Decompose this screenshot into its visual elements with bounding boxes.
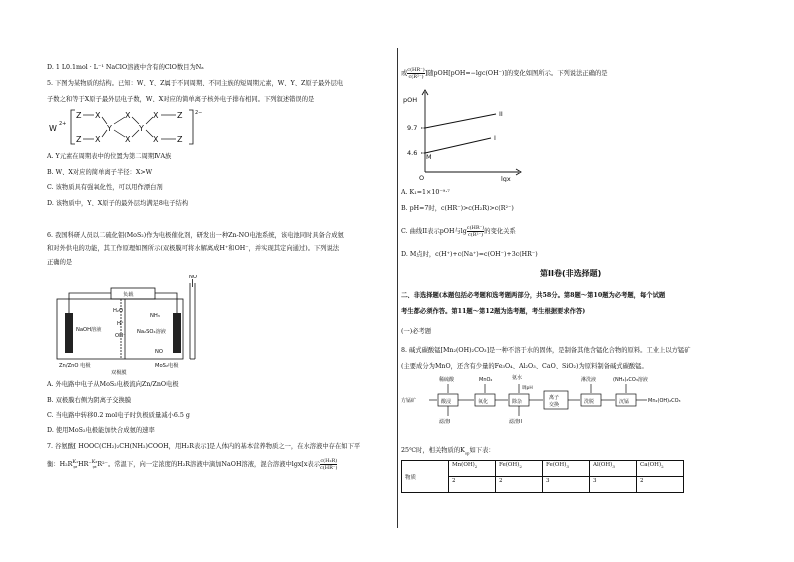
q5-stem-line2: 子数之和等于X原子最外层电子数，W、X对应的简单离子核外电子排布相同。下列叙述错误的是: [47, 96, 315, 103]
flow-impurity: 除杂: [512, 399, 523, 405]
required-heading: (一)必考题: [401, 328, 432, 335]
struct-y1: Y: [107, 124, 112, 133]
ksp-sub-2: 2: [496, 477, 543, 493]
no-top-label: NO: [189, 275, 197, 280]
q7-continue: 或 $\frac{c(HR^-)}{\text{c(R²⁻)}}$ ]随pOH[pOH=−lgc(OH⁻)]的变化如图所示。下列说法正确的是: [401, 67, 608, 80]
graph-line-i: I: [494, 134, 496, 142]
struct-x5: X: [153, 111, 159, 120]
flow-ion-exchange-1: 离子: [549, 395, 560, 401]
ksp-header-al-oh3: $Al(OH)_3$: [590, 461, 637, 477]
q8-stem-line2: (主要成分为MnO，还含有少量的Fe₃O₄、Al₂O₃、CaO、SiO₂)为原料制备碱式碳酸锰。: [401, 363, 648, 370]
struct-w: W: [49, 124, 57, 133]
q6-option-a: A. 外电路中电子从MoS₂电极流向Zn/ZnO电极: [47, 381, 179, 388]
graph-tick-97: 9.7: [407, 124, 418, 132]
q6-option-b: B. 双极膜右侧为阴离子交换膜: [47, 397, 132, 404]
ksp-sub-3: 3: [543, 477, 590, 493]
column-divider: [397, 48, 398, 528]
flow-residue1: 滤渣I: [439, 419, 451, 425]
nh3-label: NH₃: [150, 313, 160, 319]
na2so4-label: Na₂SO₄溶液: [137, 329, 166, 335]
q7-option-d: D. M点时，c(H⁺)+c(Na⁺)=c(OH⁻)+3c(HR⁻): [401, 251, 538, 258]
flow-acid-leach: 酸浸: [441, 399, 452, 405]
ksp-sub-4: 3: [590, 477, 637, 493]
flow-wash: 洗脱: [584, 399, 595, 405]
flow-ion-exchange-2: 交换: [549, 402, 560, 408]
graph-origin: O: [419, 174, 425, 182]
membrane-label: 双极膜: [111, 370, 127, 375]
naoh-label: NaOH溶液: [76, 327, 102, 333]
flow-residue2: 滤渣II: [509, 419, 522, 425]
hplus-label: H⁺: [117, 321, 124, 327]
struct-x1: X: [95, 111, 101, 120]
q5-option-c: C. 该物质具有强氧化性，可以用作漂白剂: [47, 184, 163, 191]
flow-adjust-ph: 调pH: [522, 386, 533, 391]
part2-line2: 考生都必须作答。第11题～第12题为选考题，考生根据要求作答): [401, 308, 586, 315]
mos2-electrode-label: MoS₂电极: [155, 363, 179, 369]
flow-precipitate: 沉锰: [619, 399, 630, 405]
mos2-electrode: [173, 313, 181, 353]
flow-acid: 稀硫酸: [439, 377, 455, 383]
ksp-sub-5: 2: [637, 477, 684, 493]
ksp-header-mn-oh2: $Mn(OH)_2$: [449, 461, 496, 477]
q5-option-d: D. 该物质中，Y、X原子的最外层均满足8电子结构: [47, 200, 189, 207]
q7-stem-line2: 衡：H₂R K₁ ⇌ HR⁻ K₂ ⇌ R²⁻。常温下，向一定浓度的H₂R溶液中滴加NaOH溶液，混合溶液中lgx[x表示 $\frac{\text{c(H₂R)}}{c(HR^-)}$: [47, 458, 338, 471]
graph-line-ii: II: [499, 110, 503, 118]
no-bottom-label: NO: [155, 349, 163, 355]
graph-y-label: pOH: [403, 96, 418, 104]
graph-tick-46: 4.6: [407, 149, 418, 157]
ksp-sub-1: 2: [449, 477, 496, 493]
flow-wash-liquid: 淋洗液: [581, 377, 597, 383]
load-label: 负载: [123, 292, 134, 298]
q4-option-d: D. 1 L0.1mol · L⁻¹ NaClO溶液中含有的ClO数目为Nₐ: [47, 64, 204, 71]
ksp-table: [401, 460, 684, 493]
ksp-header-fe-oh3: $Fe(OH)_3$: [543, 461, 590, 477]
q7-option-b: B. pH=7时，c(HR⁻)>c(H₂R)>c(R²⁻): [401, 205, 514, 212]
struct-x4: X: [125, 135, 131, 144]
q8-flowchart: [401, 372, 711, 430]
q8-stem-line1: 8. 碱式碳酸锰[Mn₂(OH)₂CO₃]是一种不溶于水的固体，是制备其他含锰化合物的原料。工业上以方锰矿: [401, 347, 691, 354]
struct-w-charge: 2+: [59, 121, 67, 127]
flow-ore: 方锰矿: [401, 398, 417, 404]
flow-mno2: MnO₂: [479, 377, 493, 383]
q7-option-a: A. K₁=1×10⁻⁹·⁷: [401, 189, 450, 196]
struct-y2: Y: [139, 124, 144, 133]
flow-product: Mn₂(OH)₂CO₃: [648, 398, 681, 404]
q5-stem-line1: 5. 下图为某物质的结构。已知：W、Y、Z属于不同周期、不同主族的短周期元素，W、Y、Z原子最外层电: [47, 80, 344, 87]
ksp-row-label: 物质: [402, 461, 449, 493]
flow-ammonia: 氨水: [512, 375, 523, 381]
ohminus-label: OH⁻: [115, 333, 126, 339]
struct-z1: Z: [76, 111, 82, 120]
q6-stem-line3: 正确的是: [47, 259, 73, 266]
struct-z4: Z: [177, 135, 183, 144]
q5-option-a: A. Y元素在周期表中的位置为第二周期ⅣA族: [47, 153, 172, 160]
zn-electrode: [65, 313, 73, 353]
q5-structure-diagram: [47, 104, 217, 148]
graph-point-m: M: [426, 153, 432, 161]
flow-nh42co3: (NH₄)₂CO₃溶液: [613, 377, 648, 383]
q6-cell-diagram: [55, 275, 225, 375]
section-title: 第II卷(非选择题): [540, 269, 602, 278]
struct-x6: X: [153, 135, 159, 144]
q7-option-c: C. 曲线II表示pOH与lg $\frac{c(HR^-)}{\text{c(R²⁻)}}$ 的变化关系: [401, 225, 516, 238]
q5-option-b: B. W、X对应的简单离子半径：X>W: [47, 169, 153, 176]
struct-z3: Z: [177, 111, 183, 120]
ksp-header-fe-oh2: $Fe(OH)_2$: [496, 461, 543, 477]
q6-stem-line2: 和对外供电的功能，其工作原理如图所示(双极膜可将水解离成H⁺和OH⁻，并实现其定向通过)。下列说法: [47, 245, 340, 252]
q7-stem-line1: 7. 谷氨酸[ HOOC(CH₂)₂CH(NH₂)COOH，用H₂R表示]是人体内的基本营养物质之一，在水溶液中存在如下平: [47, 443, 361, 450]
struct-x3: X: [125, 111, 131, 120]
q6-option-c: C. 当电路中转移0.2 mol电子时负极质量减小6.5 g: [47, 412, 190, 419]
h2o-label: H₂O: [113, 308, 124, 314]
zn-electrode-label: Zn/ZnO 电极: [59, 363, 91, 369]
ksp-intro: 25℃时，相关物质的$K_{sp}$如下表：: [401, 447, 495, 456]
q7-graph: [401, 86, 531, 182]
struct-z2: Z: [76, 135, 82, 144]
part2-line1: 二、非选择题(本题包括必考题和选考题两部分，共58分。第8题～第10题为必考题，每个试题: [401, 292, 666, 299]
q6-stem-line1: 6. 我国科研人员以二硫化钼(MoS₂)作为电极催化剂，研发出一种Zn-NO电池系统，该电池同时具备合成氨: [47, 232, 344, 239]
flow-oxidize: 氧化: [478, 399, 489, 405]
graph-x-label: lgx: [501, 175, 511, 182]
q6-option-d: D. 使用MoS₂电极能加快合成氨的速率: [47, 427, 155, 434]
struct-x2: X: [95, 135, 101, 144]
ksp-header-ca-oh2: $Ca(OH)_2$: [637, 461, 684, 477]
struct-charge: 2−: [195, 110, 203, 116]
